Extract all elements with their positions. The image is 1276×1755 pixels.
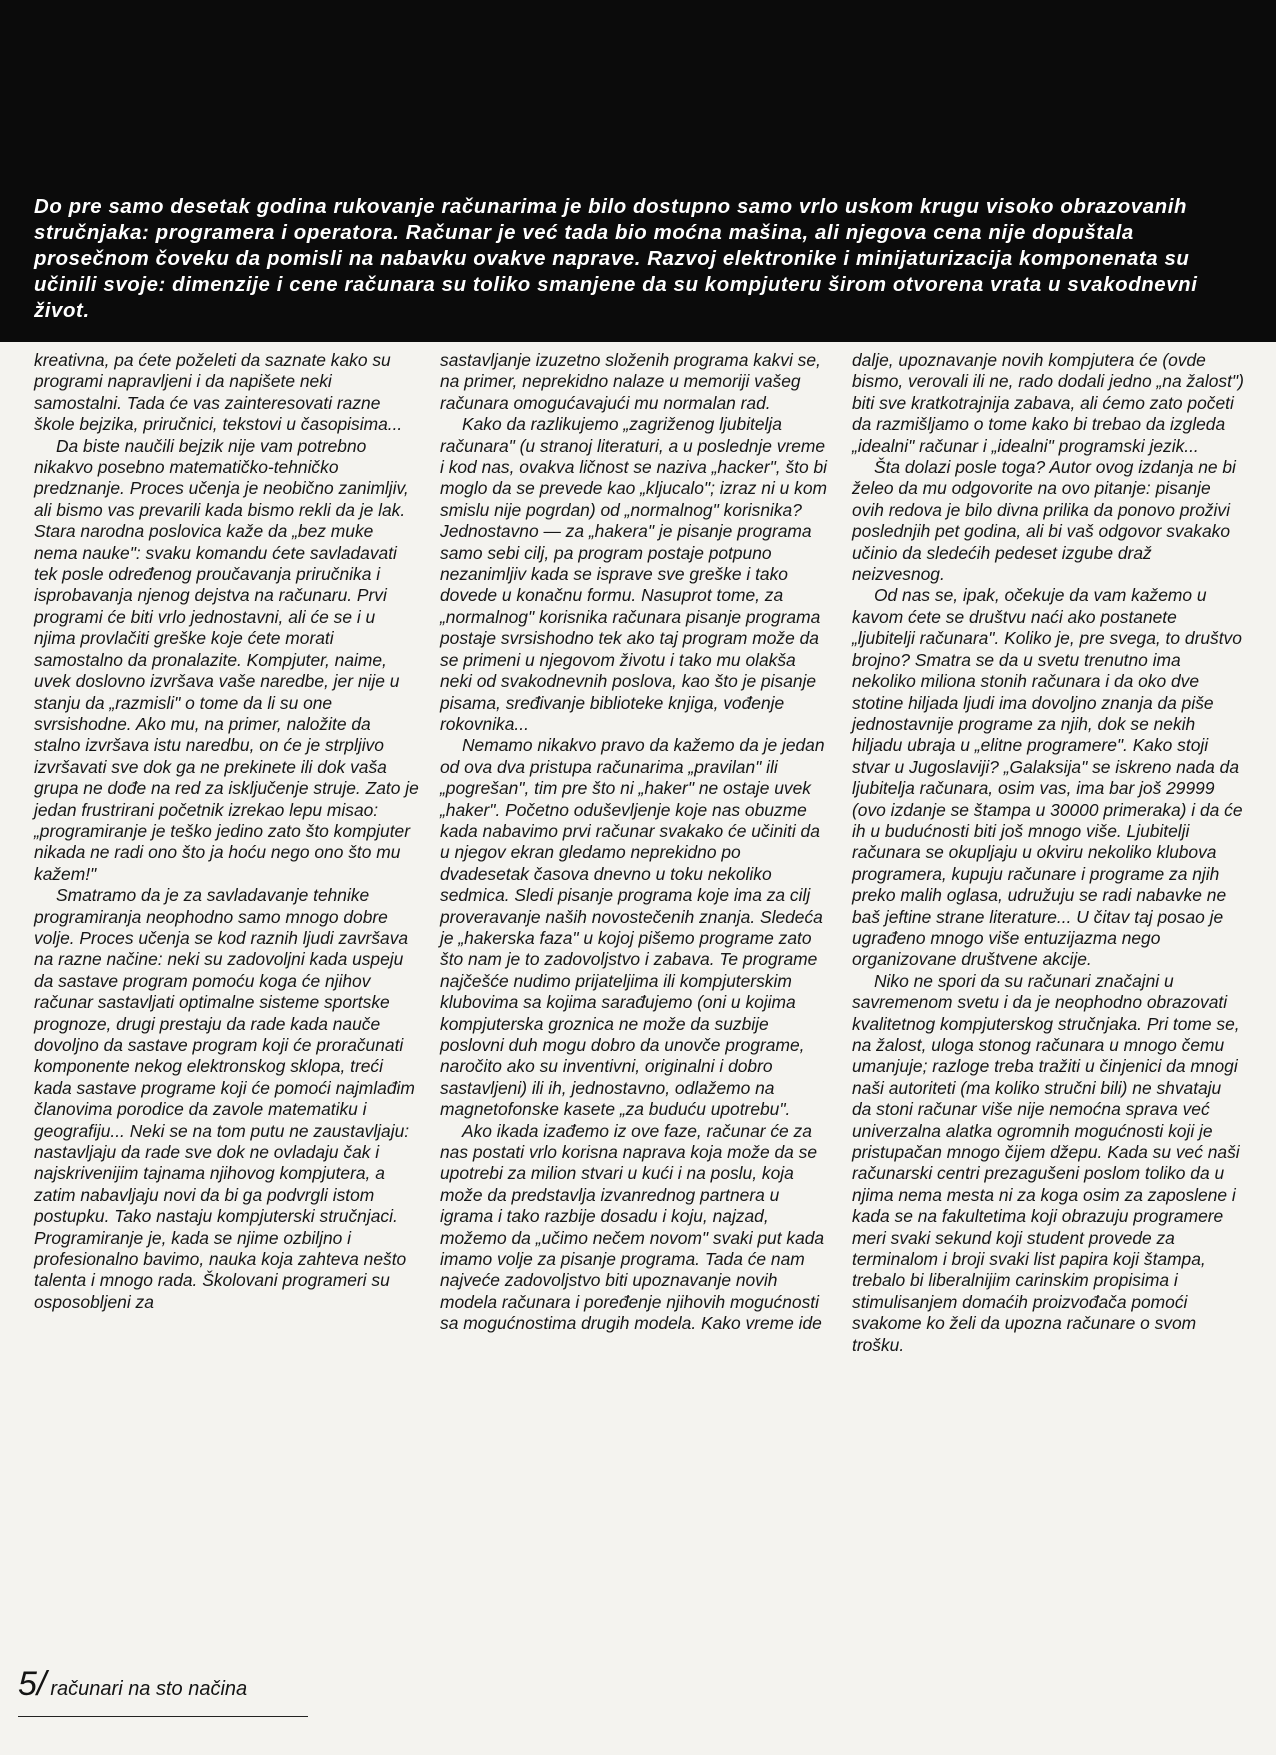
text-column-1 xyxy=(34,350,419,1313)
paragraph: sastavljanje izuzetno složenih programa kakvi se, na primer, neprekidno nalaze u memoriji vašeg računara omogućavajući mu normalan rad. xyxy=(440,350,821,413)
footer-rule xyxy=(18,1716,308,1717)
paragraph: Ako ikada izađemo iz ove faze, računar će za nas postati vrlo korisna naprava koja može da se upotrebi za milion stvari u kući i na poslu, koja može da predstavlja izvanrednog partnera u igrama i tako razbije dosadu i koju, najzad, možemo da „učimo nečem novom" svaki put kada imamo volje za pisanje programa. Tada će nam najveće zadovoljstvo biti upoznavanje novih modela računara i poređenje njihovih mogućnosti sa mogućnostima drugih modela. Kako vreme ide xyxy=(440,1120,825,1334)
intro-text: Do pre samo desetak godina rukovanje računarima je bilo dostupno samo vrlo uskom krugu visoko obrazovanih stručnjaka: programera i operatora. Računar je već tada bio moćna mašina, ali njegova cena nije dopuštala prosečnom čoveku da pomisli na nabavku ovakve naprave. Razvoj elektronike i minijaturizacija komponenata su učinili svoje: dimenzije i cene računara su toliko smanjene da su kompjuteru širom otvorena vrata u svakodnevni život. xyxy=(34,196,1198,322)
page-number: 5 xyxy=(18,1665,37,1703)
paragraph: Da biste naučili bejzik nije vam potrebno nikakvo posebno matematičko-tehničko predznanje. Proces učenja je neobično zanimljiv, ali bismo vas prevarili kada bismo rekli da je lak. Stara narodna poslovica kaže da „bez muke nema nauke": svaku komandu ćete savladavati tek posle određenog proučavanja priručnika i isprobavanja njenog dejstva na računaru. Prvi programi će biti vrlo jednostavni, ali će se i u njima provlačiti greške koje ćete morati samostalno da pronalazite. Kompjuter, naime, uvek doslovno izvršava vaše naredbe, jer nije u stanju da „razmisli" o tome da li su one svrsishodne. Ako mu, na primer, naložite da stalno izvršava istu naredbu, on će je strpljivo izvršavati sve dok ga ne prekinete ili dok vaša grupa ne dođe na red za isključenje struje. Zato je jedan frustrirani početnik izrekao lepu misao: „programiranje je teško jedino zato što kompjuter nikada ne radi ono što ja hoću nego ono što mu kažem!" xyxy=(34,435,419,884)
text-column-2 xyxy=(440,350,832,1335)
section-title: računari na sto načina xyxy=(50,1678,248,1700)
paragraph: kreativna, pa ćete poželeti da saznate kako su programi napravljeni i da napišete neki samostalni. Tada će vas zainteresovati razne škole bejzika, priručnici, tekstovi u časopisima... xyxy=(34,350,403,435)
paragraph: dalje, upoznavanje novih kompjutera će (ovde bismo, verovali ili ne, rado dodali jedno „na žalost") biti sve kratkotrajnija zabava, ali ćemo zato početi da razmišljamo o tome kako bi trebao da izgleda „idealni" računar i „idealni" programski jezik... xyxy=(852,350,1244,456)
paragraph: Od nas se, ipak, očekuje da vam kažemo u kavom ćete se društvu naći ako postanete „ljubitelji računara". Koliko je, pre svega, to društvo brojno? Smatra se da u svetu trenutno ima nekoliko miliona stonih računara i da oko dve stotine hiljada ljudi ima dovoljno znanja da piše jednostavnije programe za njih, dok se nekih hiljadu ubraja u „elitne programere". Kako stoji stvar u Jugoslaviji? „Galaksija" se iskreno nada da ljubitelja računara, osim vas, ima bar još 29999 (ovo izdanje se štampa u 30000 primeraka) i da će ih u budućnosti biti još mnogo više. Ljubitelji računara se okupljaju u okviru nekoliko klubova programera, kupuju računare i programe za njih preko malih oglasa, udružuju se radi nabavke ne baš jeftine strane literature... U čitav taj posao je ugrađeno mnogo više entuzijazma nego organizovane društvene akcije. xyxy=(852,585,1243,970)
paragraph: Smatramo da je za savladavanje tehnike programiranja neophodno samo mnogo dobre volje. Proces učenja se kod raznih ljudi završava na razne načine: neki su zadovoljni kada uspeju da sastave program pomoću koga će njihov računar sastavljati optimalne sisteme sportske prognoze, drugi prestaju da rade kada nauče dovoljno da sastave program koji će proračunati komponente nekog elektronskog sklopa, treći kada sastave programe koji će pomoći najmlađim članovima porodice da zavole matematiku i geografiju... Neki se na tom putu ne zaustavljaju: nastavljaju da rade sve dok ne ovladaju čak i najskrivenijim tajnama njihovog kompjutera, a zatim nabavljaju novi da bi ga podvrgli istom postupku. Tako nastaju kompjuterski stručnjaci. Programiranje je, kada se njime ozbiljno i profesionalno bavimo, nauka koja zahteva nešto talenta i mnogo rada. Školovani programeri su osposobljeni za xyxy=(34,885,415,1312)
paragraph: Šta dolazi posle toga? Autor ovog izdanja ne bi želeo da mu odgovorite na ovo pitanje: pisanje ovih redova je bilo divna prilika da ponovo proživi poslednjih pet godina, ali bi vaš odgovor svakako učinio da sledećih pedeset izgube draž neizvesnog. xyxy=(852,457,1236,585)
paragraph: Nemamo nikakvo pravo da kažemo da je jedan od ova dva pristupa računarima „pravilan" ili „pogrešan", tim pre što ni „haker" ne ostaje uvek „haker". Početno oduševljenje koje nas obuzme kada nabavimo prvi računar svakako će učiniti da u njegov ekran gledamo neprekidno po dvadesetak časova dnevno u toku nekoliko sedmica. Sledi pisanje programa koje ima za cilj proveravanje naših novostečenih znanja. Sledeća je „hakerska faza" u kojoj pišemo programe zato što nam je to zadovoljstvo i zabava. Te programe najčešće nudimo prijateljima ili kompjuterskim klubovima sa kojima sarađujemo (oni u kojima kompjuterska groznica ne može da suzbije poslovni duh mogu dobro da unovče programe, naročito ako su inventivni, originalni i dobro sastavljeni) ili ih, jednostavno, odlažemo na magnetofonske kasete „za buduću upotrebu". xyxy=(440,735,825,1120)
paragraph: Niko ne spori da su računari značajni u savremenom svetu i da je neophodno obrazovati kvalitetnog kompjuterskog stručnjaka. Pri tome se, na žalost, uloga stonog računara u mnogo čemu umanjuje; razloge treba tražiti u činjenici da mnogi naši autoriteti (ma koliko stručni bili) ne shvataju da stoni računar više nije nemoćna sprava već univerzalna alatka ogromnih mogućnosti koji je pristupačan mnogo čijem džepu. Kada su već naši računarski centri prezagušeni poslom toliko da u njima nema mesta ni za koga osim za zaposlene i kada se na fakultetima koji obrazuju programere meri svaki sekund koji student provede za terminalom i broji svaki list papira koji štampa, trebalo bi liberalnijim carinskim propisima i stimulisanjem domaćih proizvođača pomoći svakome ko želi da upozna računare o svom trošku. xyxy=(852,970,1240,1355)
paragraph: Kako da razlikujemo „zagriženog ljubitelja računara" (u stranoj literaturi, a u poslednje vreme i kod nas, ovakva ličnost se naziva „hacker", što bi moglo da se prevede kao „kljucalo"; izraz ni u kom smislu nije pogrdan) od „normalnog" korisnika? Jednostavno — za „hakera" je pisanje programa samo sebi cilj, pa program postaje potpuno nezanimljiv kada se isprave sve greške i tako dovede u konačnu formu. Nasuprot tome, za „normalnog" korisnika računara pisanje programa postaje svrsishodno tek ako taj program može da se primeni u njegovom životu i tako mu olakša neki od svakodnevnih poslova, kao što je pisanje pisama, sređivanje biblioteke knjiga, vođenje rokovnika... xyxy=(440,414,828,734)
text-column-3 xyxy=(852,350,1244,1356)
page-slash: / xyxy=(36,1665,47,1703)
page-footer xyxy=(18,1664,318,1704)
